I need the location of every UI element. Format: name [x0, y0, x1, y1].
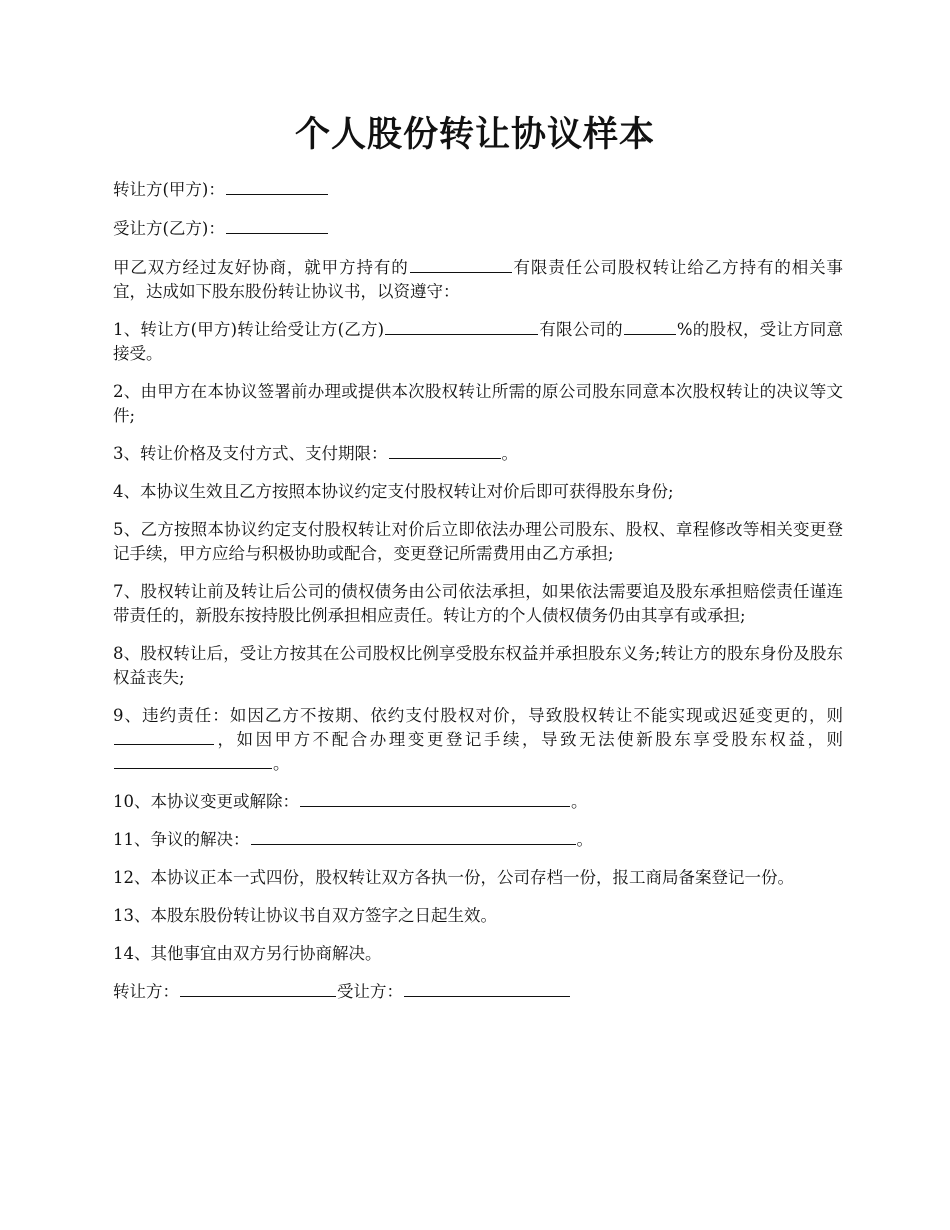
document-body: [113, 178, 843, 1018]
clause-10-text-b: 。: [571, 792, 588, 811]
clause-7: 7、股权转让前及转让后公司的债权债务由公司依法承担，如果依法需要追及股东承担赔偿责任谨连带责任的，新股东按持股比例承担相应责任。转让方的个人债权债务仍由其享有或承担;: [113, 582, 843, 625]
clause-5: 5、乙方按照本协议约定支付股权转让对价后立即依法办理公司股东、股权、章程修改等相关变更登记手续，甲方应给与积极协助或配合，变更登记所需费用由乙方承担;: [113, 520, 843, 563]
clause-1-company-blank: [385, 318, 538, 335]
clause-11: [113, 828, 843, 852]
document-title: 个人股份转让协议样本: [294, 114, 655, 155]
clause-1-text-a: 1、转让方(甲方)转让给受让方(乙方): [113, 320, 385, 339]
clause-9-text-c: 。: [273, 754, 290, 773]
clause-10: [113, 790, 843, 814]
clause-11-text-b: 。: [576, 830, 593, 849]
clause-9: [113, 704, 843, 776]
clause-10-blank: [300, 790, 570, 807]
intro-text-2: 有限责任公司股权转让给乙方持有的相关事宜，达成如下股东股份转让协议书，以资遵守：: [113, 258, 844, 301]
signature-transferor-blank: [180, 980, 336, 997]
signature-transferor-label: 转让方：: [113, 982, 179, 1001]
clause-10-text-a: 10、本协议变更或解除：: [113, 792, 299, 811]
clause-4: 4、本协议生效且乙方按照本协议约定支付股权转让对价后即可获得股东身份;: [113, 482, 674, 501]
party-a-label: 转让方(甲方)：: [113, 180, 225, 199]
clause-9-text-a: 9、违约责任：如因乙方不按期、依约支付股权对价，导致股权转让不能实现或迟延变更的，则: [113, 706, 843, 725]
clause-14: 14、其他事宜由双方另行协商解决。: [113, 944, 382, 963]
company-name-blank: [410, 256, 512, 273]
clause-11-text-a: 11、争议的解决：: [113, 830, 250, 849]
party-b-label: 受让方(乙方)：: [113, 219, 225, 238]
intro-text-1: 甲乙双方经过友好协商，就甲方持有的: [113, 258, 409, 277]
clause-3-text-a: 3、转让价格及支付方式、支付期限：: [113, 444, 388, 463]
clause-1-percent-blank: [624, 318, 676, 335]
clause-12: 12、本协议正本一式四份，股权转让双方各执一份，公司存档一份，报工商局备案登记一份。: [113, 868, 794, 887]
party-b-blank: [226, 217, 328, 234]
clause-11-blank: [251, 828, 576, 845]
clause-13: 13、本股东股份转让协议书自双方签字之日起生效。: [113, 906, 497, 925]
paragraph-party-b: [113, 217, 843, 241]
clause-2: 2、由甲方在本协议签署前办理或提供本次股权转让所需的原公司股东同意本次股权转让的决议等文件;: [113, 382, 843, 425]
clause-1-text-c: %的股权，受让方同意接受。: [113, 320, 844, 363]
clause-3-text-b: 。: [501, 444, 518, 463]
party-a-blank: [226, 178, 328, 195]
paragraph-party-a: [113, 178, 843, 202]
clause-9-blank-1: [114, 728, 214, 745]
clause-3-blank: [389, 442, 501, 459]
clause-1-text-b: 有限公司的: [539, 320, 623, 339]
signature-line: [113, 980, 843, 1004]
signature-transferee-label: 受让方：: [337, 982, 403, 1001]
clause-9-text-b: ，如因甲方不配合办理变更登记手续，导致无法使新股东享受股东权益，则: [215, 730, 843, 749]
clause-9-blank-2: [114, 752, 272, 769]
signature-transferee-blank: [404, 980, 570, 997]
clause-3: [113, 442, 843, 466]
paragraph-intro: [113, 256, 843, 304]
clause-1: [113, 318, 843, 366]
clause-8: 8、股权转让后，受让方按其在公司股权比例享受股东权益并承担股东义务;转让方的股东身份及股东权益丧失;: [113, 644, 843, 687]
